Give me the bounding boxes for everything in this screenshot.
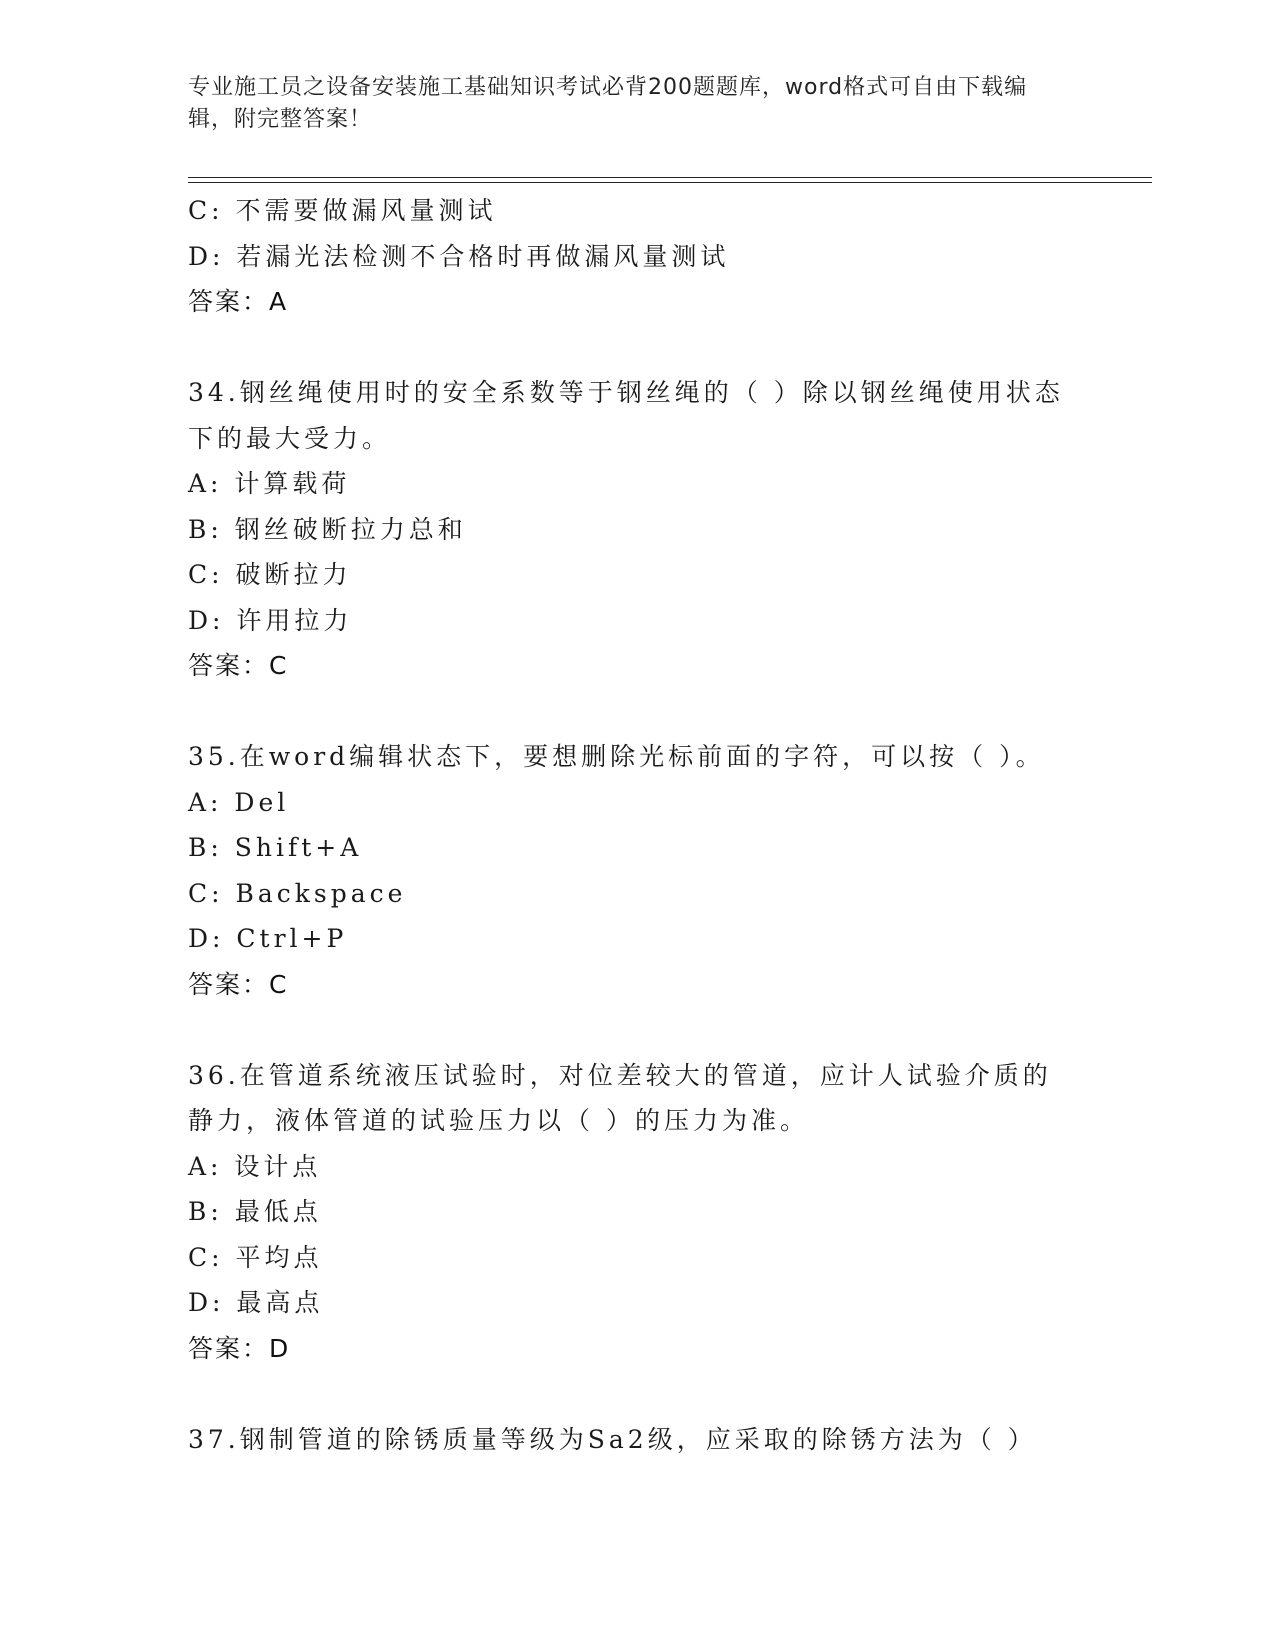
question-text: 35.在word编辑状态下，要想删除光标前面的字符，可以按（ ）。: [188, 742, 1045, 771]
option-d: D: 最高点: [188, 1288, 324, 1317]
option-a: A: 设计点: [188, 1151, 322, 1181]
spacer: [188, 325, 1088, 371]
header-rule-top: [188, 177, 1152, 178]
answer: 答案：D: [188, 1333, 291, 1363]
question-35: [188, 734, 1088, 1007]
question-36: [188, 1053, 1088, 1372]
question-text: 37.钢制管道的除锈质量等级为Sa2级，应采取的除锈方法为（ ）: [188, 1424, 1037, 1454]
option-b: B: 钢丝破断拉力总和: [188, 514, 467, 544]
document-header: [188, 72, 1068, 136]
spacer: [188, 1007, 1088, 1053]
document-body: [188, 188, 1088, 1462]
option-c: C: 平均点: [188, 1242, 323, 1272]
answer: 答案：C: [188, 651, 289, 680]
spacer: [188, 1371, 1088, 1417]
spacer: [188, 689, 1088, 735]
option-d: D: 若漏光法检测不合格时再做漏风量测试: [188, 241, 730, 271]
option-b: B: 最低点: [188, 1197, 322, 1226]
option-c: C: Backspace: [188, 878, 407, 908]
question-37: [188, 1417, 1088, 1463]
question-partial: [188, 188, 1088, 325]
question-text: 36.在管道系统液压试验时，对位差较大的管道，应计人试验介质的静力，液体管道的试验压力以（ ）的压力为准。: [188, 1060, 1052, 1135]
question-34: [188, 370, 1088, 689]
header-title: 专业施工员之设备安装施工基础知识考试必背200题题库，word格式可自由下载编辑，附完整答案！: [188, 75, 1028, 132]
option-d: D: Ctrl+P: [188, 924, 348, 953]
question-text: 34.钢丝绳使用时的安全系数等于钢丝绳的（ ）除以钢丝绳使用状态下的最大受力。: [188, 378, 1064, 453]
header-rule-bottom: [188, 182, 1152, 183]
option-c: C: 不需要做漏风量测试: [188, 196, 497, 225]
answer: 答案：A: [188, 287, 289, 316]
option-c: C: 破断拉力: [188, 560, 352, 589]
answer: 答案：C: [188, 969, 289, 999]
option-a: A: 计算载荷: [188, 469, 351, 498]
option-b: B: Shift+A: [188, 833, 363, 862]
option-a: A: Del: [188, 787, 290, 817]
option-d: D: 许用拉力: [188, 605, 353, 635]
